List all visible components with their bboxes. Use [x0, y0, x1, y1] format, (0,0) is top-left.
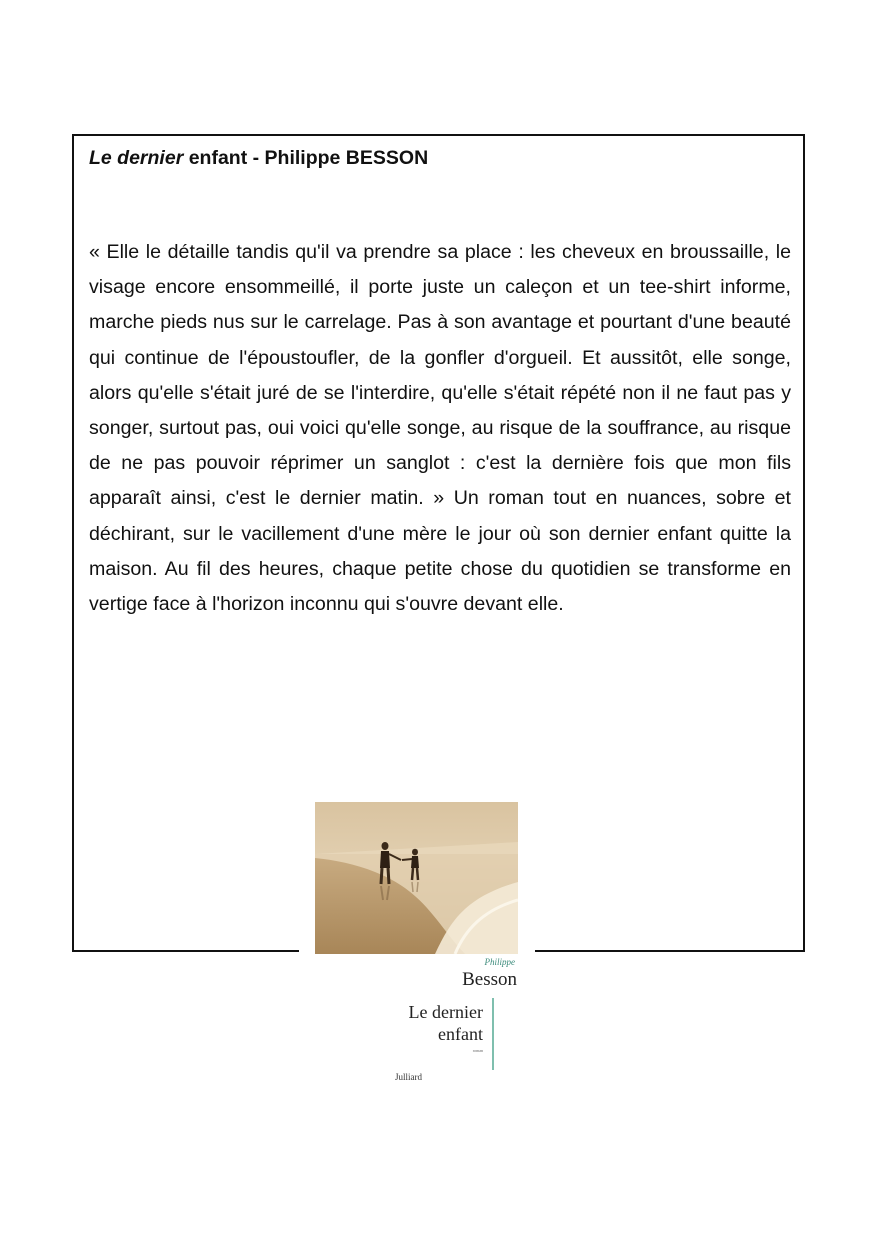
cover-publisher: Julliard [395, 1072, 422, 1082]
cover-photo [315, 802, 518, 954]
book-title-rest: enfant - Philippe BESSON [183, 147, 429, 169]
book-title [89, 147, 428, 170]
cover-title-line1: Le dernier [408, 1002, 483, 1022]
cover-author-lastname: Besson [462, 969, 517, 990]
cover-accent-bar [492, 998, 494, 1070]
book-cover [299, 790, 535, 1090]
cover-genre: roman [472, 1048, 483, 1053]
beach-photo-image [315, 802, 518, 954]
cover-title-line2: enfant [438, 1024, 483, 1044]
book-summary: « Elle le détaille tandis qu'il va prendre sa place : les cheveux en broussaille, le visage encore ensommeillé, il porte juste un caleçon et un tee-shirt informe, marche pieds nus sur le carrelage. Pas à son avantage et pourtant d'une beauté qui continue de l'époustoufler, de la gonfler d'orgueil. Et aussitôt, elle songe, alors qu'elle s'était juré de se l'interdire, qu'elle s'était répété non il ne faut pas y songer, surtout pas, oui voici qu'elle songe, au risque de la souffrance, au risque de ne pas pouvoir réprimer un sanglot : c'est la dernière fois que mon fils apparaît ainsi, c'est le dernier matin. » Un roman tout en nuances, sobre et déchirant, sur le vacillement d'une mère le jour où son dernier enfant quitte la maison. Au fil des heures, chaque petite chose du quotidien se transforme en vertige face à l'horizon inconnu qui s'ouvre devant elle. [89, 241, 791, 616]
cover-author-firstname: Philippe [484, 957, 515, 967]
book-title-italic: Le dernier [89, 147, 184, 169]
